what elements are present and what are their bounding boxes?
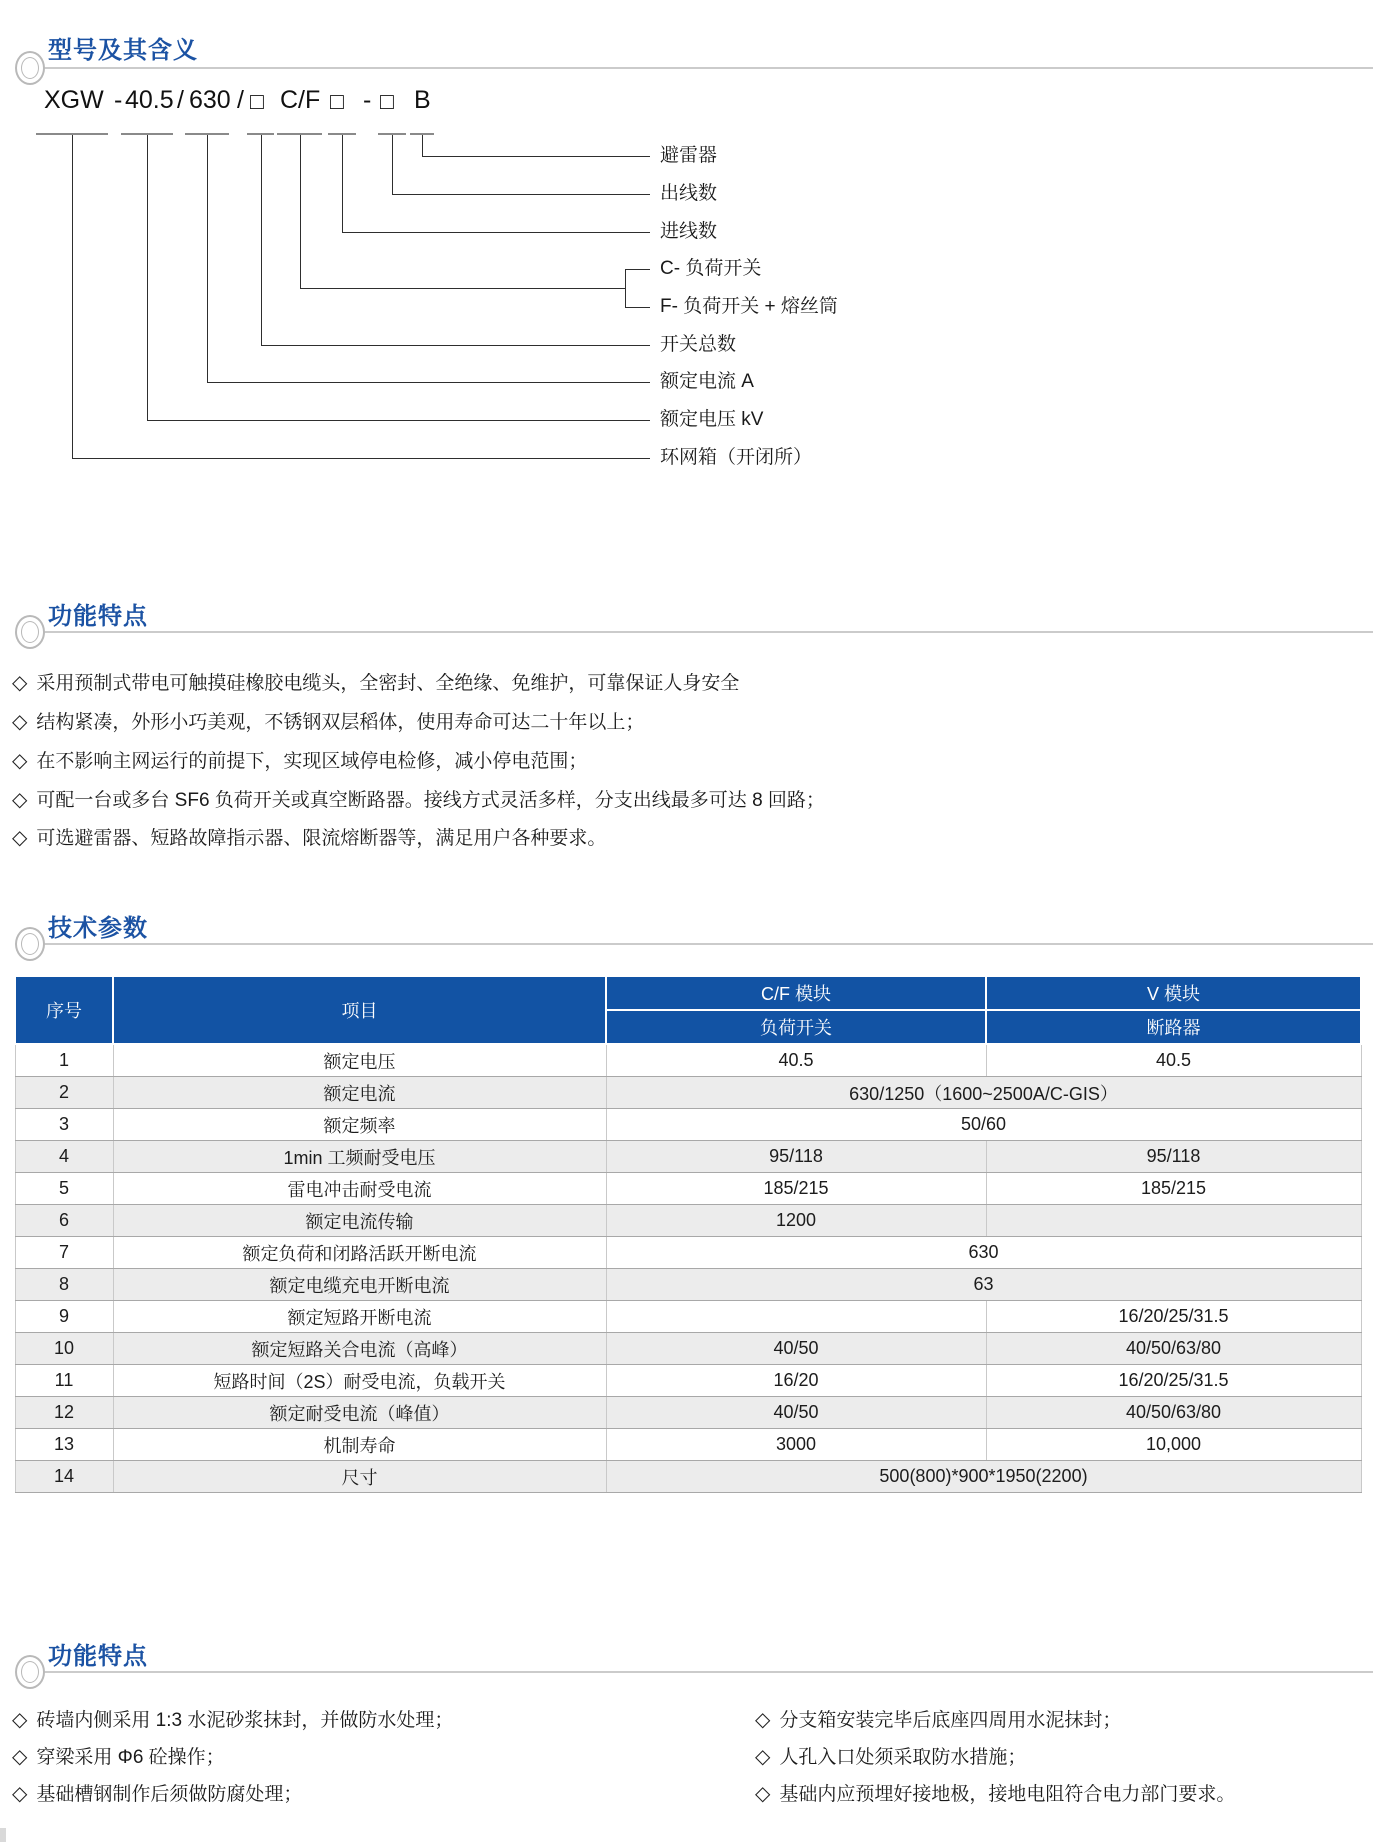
diagram-label-c-switch: C- 负荷开关 <box>660 258 762 279</box>
cell-no: 11 <box>15 1365 113 1397</box>
diagram-label-outgoing: 出线数 <box>660 183 718 204</box>
section-title-features-bottom: 功能特点 <box>48 1643 148 1670</box>
feature-item <box>755 1745 1026 1770</box>
fork-bracket-line <box>625 307 650 308</box>
table-row <box>15 1397 1361 1429</box>
col-header-cf-module: C/F 模块 <box>606 976 986 1010</box>
cell-item: 尺寸 <box>113 1461 606 1493</box>
feature-item <box>12 1708 453 1733</box>
connector-line <box>300 135 301 288</box>
section-rule <box>34 1671 1373 1673</box>
table-row <box>15 1301 1361 1333</box>
connector-line <box>422 135 423 156</box>
fork-bracket-line <box>625 269 650 270</box>
diagram-label-incoming: 进线数 <box>660 221 718 242</box>
table-row <box>15 1333 1361 1365</box>
model-token-b: B <box>414 86 431 114</box>
cell-cf: 185/215 <box>606 1173 986 1205</box>
table-row <box>15 1109 1361 1141</box>
diagram-label-arrester: 避雷器 <box>660 145 718 166</box>
model-token-slash2: / <box>237 86 244 114</box>
section-rule <box>34 631 1373 633</box>
connector-line <box>342 232 650 233</box>
cell-no: 7 <box>15 1237 113 1269</box>
diamond-bullet-icon: ◇ <box>12 1746 28 1768</box>
feature-item <box>12 1782 302 1807</box>
cell-cf: 40/50 <box>606 1397 986 1429</box>
cell-cf: 40/50 <box>606 1333 986 1365</box>
connector-line <box>207 135 208 382</box>
table-row <box>15 1461 1361 1493</box>
cell-no: 12 <box>15 1397 113 1429</box>
feature-text: 可选避雷器、短路故障指示器、限流熔断器等，满足用户各种要求。 <box>36 828 607 849</box>
feature-item <box>12 788 825 813</box>
cell-item: 额定电流 <box>113 1077 606 1109</box>
diagram-label-rated-voltage: 额定电压 kV <box>660 409 764 430</box>
cell-no: 9 <box>15 1301 113 1333</box>
connector-line <box>342 135 343 232</box>
cell-item: 额定电流传输 <box>113 1205 606 1237</box>
connector-line <box>261 135 262 345</box>
model-token-box3: □ <box>380 88 394 114</box>
cell-v: 10,000 <box>986 1429 1361 1461</box>
cell-merged: 500(800)*900*1950(2200) <box>606 1461 1361 1493</box>
cell-cf: 95/118 <box>606 1141 986 1173</box>
ring-ornament-icon <box>15 1655 45 1689</box>
cell-no: 1 <box>15 1044 113 1077</box>
connector-line <box>392 194 650 195</box>
cell-v <box>986 1205 1361 1237</box>
cell-v: 185/215 <box>986 1173 1361 1205</box>
diamond-bullet-icon: ◇ <box>12 1709 28 1731</box>
model-token-box1: □ <box>250 88 264 114</box>
cell-merged: 50/60 <box>606 1109 1361 1141</box>
model-token-dash2: - <box>363 86 372 114</box>
cell-cf: 16/20 <box>606 1365 986 1397</box>
cell-cf <box>606 1301 986 1333</box>
connector-line <box>392 135 393 194</box>
section-title-model-meaning: 型号及其含义 <box>48 37 198 64</box>
table-row <box>15 1205 1361 1237</box>
cell-no: 8 <box>15 1269 113 1301</box>
connector-line <box>261 345 650 346</box>
feature-item <box>12 671 739 696</box>
connector-line <box>72 458 650 459</box>
cell-item: 短路时间（2S）耐受电流，负载开关 <box>113 1365 606 1397</box>
table-row <box>15 1077 1361 1109</box>
diagram-label-switch-total: 开关总数 <box>660 334 737 355</box>
page-edge-mark <box>0 1828 6 1842</box>
diamond-bullet-icon: ◇ <box>755 1783 771 1805</box>
col-header-load-switch: 负荷开关 <box>606 1010 986 1044</box>
model-token-slash: / <box>177 86 184 114</box>
cell-merged: 63 <box>606 1269 1361 1301</box>
connector-line <box>300 288 625 289</box>
cell-no: 2 <box>15 1077 113 1109</box>
table-row <box>15 1237 1361 1269</box>
connector-line <box>147 420 650 421</box>
cell-item: 机制寿命 <box>113 1429 606 1461</box>
cell-no: 4 <box>15 1141 113 1173</box>
connector-line <box>147 135 148 420</box>
cell-item: 额定电压 <box>113 1044 606 1077</box>
col-header-no: 序号 <box>15 976 113 1044</box>
ring-ornament-icon <box>15 51 45 85</box>
cell-no: 10 <box>15 1333 113 1365</box>
cell-item: 1min 工频耐受电压 <box>113 1141 606 1173</box>
cell-item: 额定短路关合电流（高峰） <box>113 1333 606 1365</box>
cell-no: 6 <box>15 1205 113 1237</box>
table-row <box>15 1429 1361 1461</box>
diamond-bullet-icon: ◇ <box>12 672 28 694</box>
cell-v: 40/50/63/80 <box>986 1333 1361 1365</box>
diamond-bullet-icon: ◇ <box>12 1783 28 1805</box>
cell-item: 额定频率 <box>113 1109 606 1141</box>
feature-text: 穿梁采用 Φ6 砼操作； <box>36 1747 225 1768</box>
section-rule <box>34 943 1373 945</box>
col-header-circuit-breaker: 断路器 <box>986 1010 1361 1044</box>
model-token-405: 40.5 <box>125 86 174 114</box>
diamond-bullet-icon: ◇ <box>755 1709 771 1731</box>
feature-text: 基础内应预埋好接地极，接地电阻符合电力部门要求。 <box>779 1784 1236 1805</box>
cell-item: 雷电冲击耐受电流 <box>113 1173 606 1205</box>
diamond-bullet-icon: ◇ <box>12 827 28 849</box>
diamond-bullet-icon: ◇ <box>12 711 28 733</box>
model-token-box2: □ <box>330 88 344 114</box>
cell-item: 额定负荷和闭路活跃开断电流 <box>113 1237 606 1269</box>
cell-no: 13 <box>15 1429 113 1461</box>
feature-text: 砖墙内侧采用 1:3 水泥砂浆抹封，并做防水处理； <box>36 1710 454 1731</box>
feature-text: 采用预制式带电可触摸硅橡胶电缆头，全密封、全绝缘、免维护，可靠保证人身安全 <box>36 673 740 694</box>
ring-ornament-icon <box>15 927 45 961</box>
diamond-bullet-icon: ◇ <box>755 1746 771 1768</box>
feature-item <box>755 1708 1121 1733</box>
ring-ornament-icon <box>15 615 45 649</box>
cell-no: 3 <box>15 1109 113 1141</box>
table-row <box>15 1141 1361 1173</box>
fork-bracket-line <box>625 269 626 308</box>
table-row <box>15 1044 1361 1077</box>
diagram-label-rated-current: 额定电流 A <box>660 371 754 392</box>
cell-v: 40/50/63/80 <box>986 1397 1361 1429</box>
cell-merged: 630/1250（1600~2500A/C-GIS） <box>606 1077 1361 1109</box>
connector-line <box>422 156 650 157</box>
table-row <box>15 1269 1361 1301</box>
cell-merged: 630 <box>606 1237 1361 1269</box>
cell-no: 5 <box>15 1173 113 1205</box>
diamond-bullet-icon: ◇ <box>12 750 28 772</box>
feature-item <box>12 826 606 851</box>
model-token-xgw: XGW <box>44 86 104 114</box>
feature-text: 在不影响主网运行的前提下，实现区域停电检修，减小停电范围； <box>36 751 588 772</box>
cell-v: 16/20/25/31.5 <box>986 1365 1361 1397</box>
cell-item: 额定电缆充电开断电流 <box>113 1269 606 1301</box>
section-title-tech-params: 技术参数 <box>48 915 148 942</box>
model-token-630: 630 <box>189 86 231 114</box>
connector-line <box>207 382 650 383</box>
table-row <box>15 1173 1361 1205</box>
diamond-bullet-icon: ◇ <box>12 789 28 811</box>
feature-text: 结构紧凑，外形小巧美观，不锈钢双层稻体，使用寿命可达二十年以上； <box>36 712 645 733</box>
cell-no: 14 <box>15 1461 113 1493</box>
feature-text: 可配一台或多台 SF6 负荷开关或真空断路器。接线方式灵活多样，分支出线最多可达 8 回路； <box>36 790 825 811</box>
model-token-cf: C/F <box>280 86 321 114</box>
tech-params-table <box>14 975 1362 1493</box>
table-row <box>15 1365 1361 1397</box>
feature-text: 人孔入口处须采取防水措施； <box>779 1747 1027 1768</box>
feature-item <box>12 710 644 735</box>
feature-text: 分支箱安装完毕后底座四周用水泥抹封； <box>779 1710 1122 1731</box>
cell-cf: 1200 <box>606 1205 986 1237</box>
cell-v: 95/118 <box>986 1141 1361 1173</box>
diagram-label-f-switch-fuse: F- 负荷开关 + 熔丝筒 <box>660 296 838 317</box>
section-rule <box>34 67 1373 69</box>
cell-cf: 40.5 <box>606 1044 986 1077</box>
cell-item: 额定短路开断电流 <box>113 1301 606 1333</box>
feature-item <box>12 749 587 774</box>
connector-line <box>72 135 73 458</box>
cell-v: 16/20/25/31.5 <box>986 1301 1361 1333</box>
cell-v: 40.5 <box>986 1044 1361 1077</box>
section-title-features-top: 功能特点 <box>48 603 148 630</box>
feature-item <box>12 1745 225 1770</box>
feature-text: 基础槽钢制作后须做防腐处理； <box>36 1784 303 1805</box>
diagram-label-ring-box: 环网箱（开闭所） <box>660 447 813 468</box>
model-token-dash: - <box>114 86 123 114</box>
cell-cf: 3000 <box>606 1429 986 1461</box>
col-header-v-module: V 模块 <box>986 976 1361 1010</box>
cell-item: 额定耐受电流（峰值） <box>113 1397 606 1429</box>
feature-item <box>755 1782 1235 1807</box>
col-header-item: 项目 <box>113 976 606 1044</box>
